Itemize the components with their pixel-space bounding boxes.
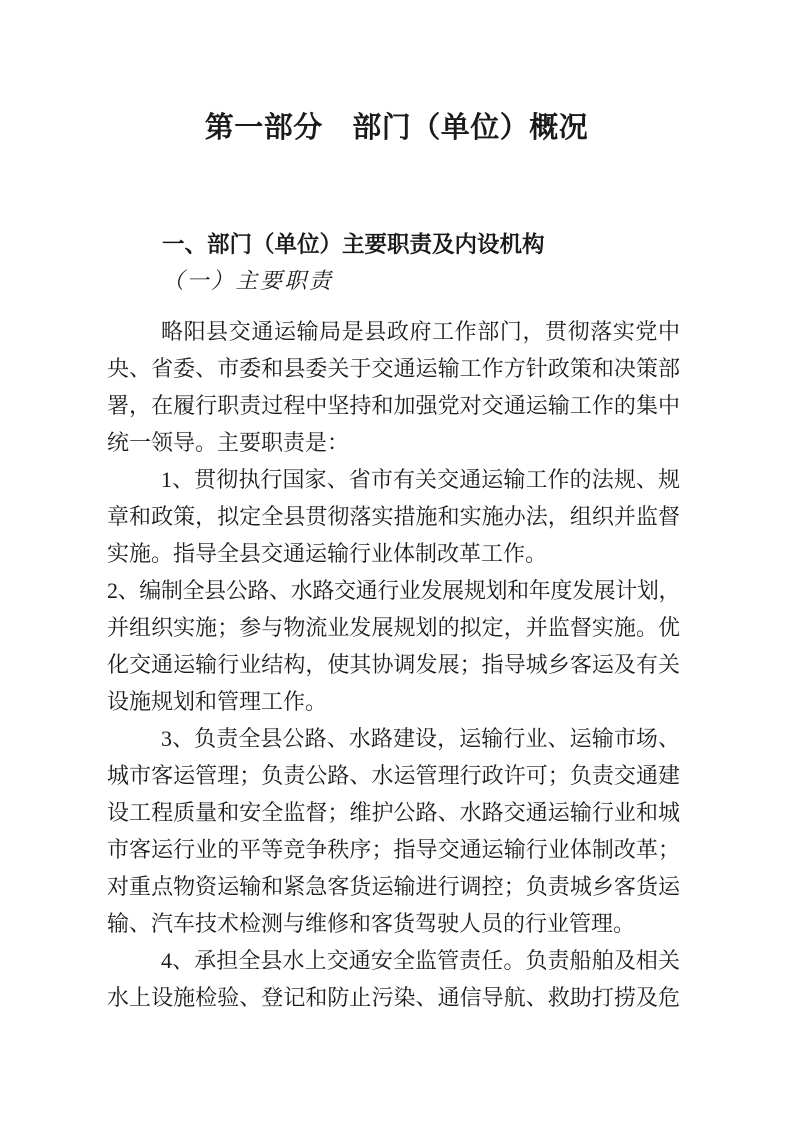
- text-line: 输、汽车技术检测与维修和客货驾驶人员的行业管理。: [107, 911, 636, 936]
- text-line: 央、省委、市委和县委关于交通运输工作方针政策和决策部: [107, 356, 680, 381]
- text-line: 市客运行业的平等竞争秩序；指导交通运输行业体制改革；: [107, 837, 680, 862]
- text-line: 对重点物资运输和紧急客货运输进行调控；负责城乡客货运: [107, 874, 680, 899]
- text-line: 章和政策，拟定全县贯彻落实措施和实施办法，组织并监督: [107, 504, 680, 529]
- text-line: 1、贯彻执行国家、省市有关交通运输工作的法规、规: [161, 467, 680, 492]
- document-title: 第一部分 部门（单位）概况: [204, 112, 589, 144]
- paragraph: [107, 461, 680, 572]
- text-line: 2、编制全县公路、水路交通行业发展规划和年度发展计划，: [107, 578, 680, 603]
- text-line: 设施规划和管理工作。: [107, 689, 328, 714]
- text-line: 城市客运管理；负责公路、水运管理行政许可；负责交通建: [107, 763, 680, 788]
- text-line: 署，在履行职责过程中坚持和加强党对交通运输工作的集中: [107, 393, 680, 418]
- paragraph: [107, 942, 680, 1016]
- text-line: 3、负责全县公路、水路建设，运输行业、运输市场、: [161, 726, 680, 751]
- paragraph: [107, 313, 680, 461]
- paragraph: [107, 720, 680, 942]
- text-line: 4、承担全县水上交通安全监管责任。负责船舶及相关: [161, 948, 680, 973]
- section-heading: 一、部门（单位）主要职责及内设机构: [162, 232, 545, 257]
- text-line: 略阳县交通运输局是县政府工作部门，贯彻落实党中: [161, 319, 680, 344]
- document-content: [107, 232, 680, 1016]
- text-line: 统一领导。主要职责是：: [107, 430, 350, 455]
- text-line: 设工程质量和安全监督；维护公路、水路交通运输行业和城: [107, 800, 680, 825]
- text-line: 水上设施检验、登记和防止污染、通信导航、救助打捞及危: [107, 985, 680, 1010]
- paragraph: [107, 572, 680, 720]
- document-body: [107, 313, 680, 1016]
- text-line: 并组织实施；参与物流业发展规划的拟定，并监督实施。优: [107, 615, 680, 640]
- text-line: 实施。指导全县交通运输行业体制改革工作。: [107, 541, 548, 566]
- subsection-heading: （一）主要职责: [162, 268, 334, 293]
- text-line: 化交通运输行业结构，使其协调发展；指导城乡客运及有关: [107, 652, 680, 677]
